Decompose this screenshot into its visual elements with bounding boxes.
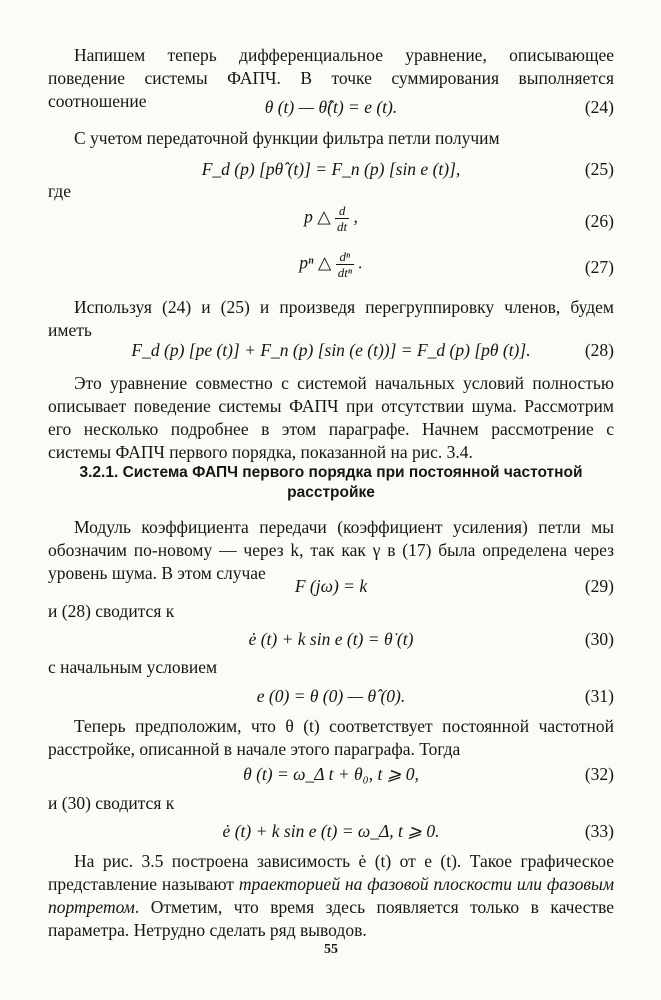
equation-28 [48, 337, 614, 363]
fraction-denominator: dtⁿ [337, 265, 352, 280]
equation-33 [48, 818, 614, 844]
equation-formula: θ (t) — θ̂(t) = e (t). [264, 97, 398, 117]
equation-formula: F (jω) = k [294, 576, 368, 596]
equation-30 [48, 626, 614, 652]
equation-formula: F_d (p) [pe (t)] + F_n (p) [sin (e (t))] = F_d (p) [pθ (t)]. [131, 340, 531, 360]
equation-number: (30) [584, 629, 614, 649]
paragraph: где [48, 181, 71, 201]
paragraph [48, 850, 614, 942]
paragraph-text: На рис. 3.5 построена зависимость ė (t) от e (t). Такое графическое представление называют [48, 851, 614, 894]
equation-tail: . [358, 252, 363, 273]
equation-formula: ė (t) + k sin e (t) = ω_Δ, t ⩾ 0. [222, 821, 440, 841]
paragraph: Теперь предположим, что θ (t) соответствует постоянной частотной расстройке, описанной в начале этого параграфа. Тогда [48, 716, 614, 759]
equation-26 [48, 203, 614, 239]
equation-number: (32) [584, 764, 614, 784]
equation-tail: , [353, 206, 358, 227]
equation-number: (25) [584, 159, 614, 179]
fraction-numerator: d [335, 203, 349, 219]
equation-number: (26) [584, 211, 614, 231]
paragraph: Используя (24) и (25) и произведя перегруппировку членов, будем иметь [48, 297, 614, 340]
fraction [335, 203, 349, 234]
equation-25 [48, 156, 614, 182]
page-number: 55 [324, 942, 338, 957]
paragraph: с начальным условием [48, 657, 218, 677]
emphasized-term: траекторией на фазовой плоскости или фазовым портретом [48, 874, 615, 917]
equation-31 [48, 683, 614, 709]
equation-24 [48, 94, 614, 120]
equation-formula: θ (t) = ω_Δ t + θ₀, t ⩾ 0, [243, 764, 419, 784]
equation-lhs: p △ [304, 206, 331, 227]
equation-29 [48, 573, 614, 599]
equation-formula: e (0) = θ (0) — θ̂ (0). [256, 686, 406, 706]
paragraph: и (30) сводится к [48, 793, 175, 813]
fraction-numerator: dⁿ [336, 249, 354, 265]
fraction-denominator: dt [337, 219, 348, 234]
paragraph: Это уравнение совместно с системой начальных условий полностью описывает поведение системы ФАПЧ при отсутствии шума. Рассмотрим его несколько подробнее в этом параграфе. Начнем рассмотрение с системы ФАПЧ первого порядка, показанной на рис. 3.4. [48, 373, 614, 462]
equation-number: (24) [584, 97, 614, 117]
fraction [336, 249, 354, 280]
paragraph: и (28) сводится к [48, 601, 175, 621]
paragraph: Напишем теперь дифференциальное уравнение, описывающее поведение системы ФАПЧ. В точке суммирования выполняется соотношение [48, 45, 614, 111]
equation-lhs: pⁿ △ [299, 252, 332, 273]
paragraph-text: . Отметим, что время здесь появляется только в качестве параметра. Нетрудно сделать ряд выводов. [48, 897, 614, 940]
section-heading: 3.2.1. Система ФАПЧ первого порядка при постоянной частотной расстройке [79, 464, 583, 501]
equation-number: (31) [584, 686, 614, 706]
equation-formula: ė (t) + k sin e (t) = θ̇ (t) [248, 629, 414, 649]
equation-number: (28) [584, 340, 614, 360]
equation-number: (29) [584, 576, 614, 596]
paragraph: Модуль коэффициента передачи (коэффициент усиления) петли мы обозначим по-новому — через k, так как γ в (17) была определена через уровень шума. В этом случае [48, 517, 614, 583]
paragraph: С учетом передаточной функции фильтра петли получим [74, 128, 500, 148]
equation-number: (33) [584, 821, 614, 841]
equation-27 [48, 249, 614, 285]
equation-32 [48, 761, 614, 787]
equation-formula: F_d (p) [pθ̂ (t)] = F_n (p) [sin e (t)], [201, 159, 461, 179]
equation-number: (27) [584, 257, 614, 277]
